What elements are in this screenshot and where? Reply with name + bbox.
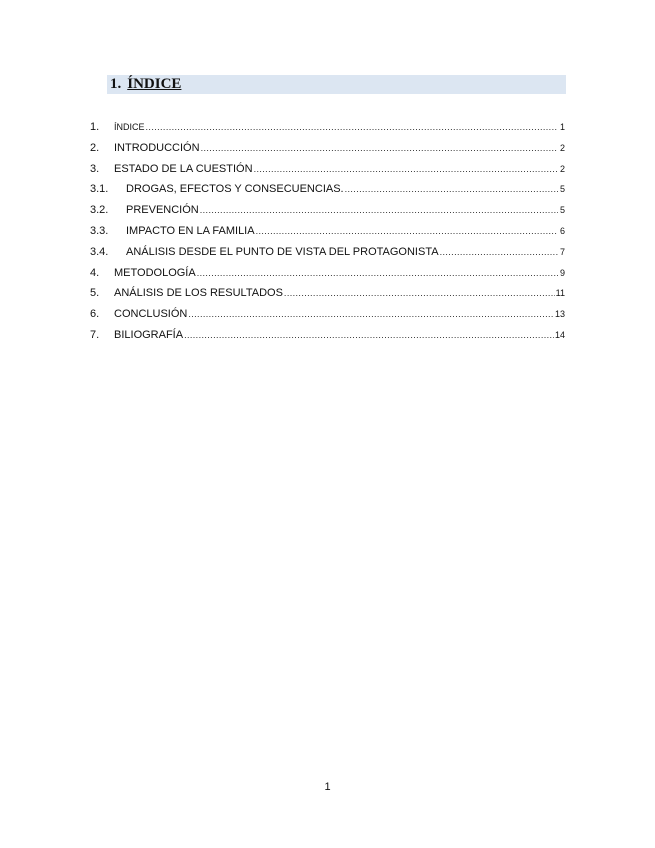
toc-entry-page: 14 bbox=[554, 329, 565, 340]
toc-entry[interactable] bbox=[90, 117, 565, 138]
toc-dot-leader bbox=[256, 221, 558, 242]
toc-entry-title: ANÁLISIS DESDE EL PUNTO DE VISTA DEL PROTAGONISTA bbox=[126, 245, 439, 258]
toc-entry[interactable] bbox=[90, 283, 565, 304]
toc-dot-leader bbox=[254, 159, 558, 180]
toc-entry-title: BILIOGRAFÍA bbox=[114, 328, 184, 341]
toc-entry-number: 3.1. bbox=[90, 183, 109, 196]
toc-entry-page: 5 bbox=[559, 184, 565, 195]
toc-entry-page: 7 bbox=[559, 246, 565, 257]
index-heading bbox=[107, 75, 566, 94]
toc-entry-number: 3. bbox=[90, 162, 100, 175]
toc-dot-leader bbox=[146, 117, 558, 138]
toc-entry-title: ÍNDICE bbox=[114, 122, 145, 132]
toc-dot-leader bbox=[440, 242, 558, 263]
toc-entry[interactable] bbox=[90, 138, 565, 159]
toc-entry-page: 2 bbox=[559, 142, 565, 153]
toc-entry-number: 6. bbox=[90, 308, 100, 321]
toc-entry-page: 2 bbox=[559, 163, 565, 174]
page-number: 1 bbox=[324, 781, 331, 793]
toc-entry-number: 1. bbox=[90, 121, 100, 133]
toc-dot-leader bbox=[188, 304, 554, 325]
toc-dot-leader bbox=[345, 179, 558, 200]
toc-entry[interactable] bbox=[90, 221, 565, 242]
toc-entry-title: DROGAS, EFECTOS Y CONSECUENCIAS. bbox=[126, 183, 344, 196]
toc-entry[interactable] bbox=[90, 200, 565, 221]
toc-dot-leader bbox=[200, 200, 558, 221]
toc-entry-title: INTRODUCCIÓN bbox=[114, 141, 200, 154]
toc-entry-number: 4. bbox=[90, 266, 100, 279]
toc-dot-leader bbox=[184, 325, 554, 346]
toc-entry-page: 9 bbox=[559, 267, 565, 278]
toc-entry-title: ANÁLISIS DE LOS RESULTADOS bbox=[114, 287, 283, 300]
toc-entry-title: IMPACTO EN LA FAMILIA bbox=[126, 224, 255, 237]
toc-entry-page: 5 bbox=[559, 205, 565, 216]
toc-entry-number: 2. bbox=[90, 141, 100, 154]
toc-entry-title: CONCLUSIÓN bbox=[114, 308, 188, 321]
toc-entry-number: 7. bbox=[90, 328, 100, 341]
toc-entry[interactable] bbox=[90, 159, 565, 180]
heading-number: 1. bbox=[110, 76, 122, 92]
toc-entry-number: 5. bbox=[90, 287, 100, 300]
heading-underline-tail bbox=[181, 75, 203, 89]
toc-entry[interactable] bbox=[90, 179, 565, 200]
toc-entry[interactable] bbox=[90, 304, 565, 325]
heading-title: ÍNDICE bbox=[127, 76, 182, 92]
toc-dot-leader bbox=[197, 263, 558, 284]
toc-entry-title: METODOLOGÍA bbox=[114, 266, 196, 279]
toc-entry[interactable] bbox=[90, 263, 565, 284]
toc-entry[interactable] bbox=[90, 242, 565, 263]
toc-dot-leader bbox=[284, 283, 555, 304]
toc-entry-page: 1 bbox=[559, 122, 565, 132]
toc-dot-leader bbox=[201, 138, 558, 159]
table-of-contents bbox=[90, 117, 565, 346]
toc-entry-number: 3.2. bbox=[90, 204, 109, 217]
toc-entry-title: PREVENCIÓN bbox=[126, 204, 199, 217]
toc-entry[interactable] bbox=[90, 325, 565, 346]
toc-entry-page: 11 bbox=[555, 288, 565, 299]
toc-entry-number: 3.4. bbox=[90, 245, 109, 258]
toc-entry-page: 6 bbox=[559, 225, 565, 236]
toc-entry-page: 13 bbox=[554, 309, 565, 320]
toc-entry-title: ESTADO DE LA CUESTIÓN bbox=[114, 162, 253, 175]
toc-entry-number: 3.3. bbox=[90, 224, 109, 237]
